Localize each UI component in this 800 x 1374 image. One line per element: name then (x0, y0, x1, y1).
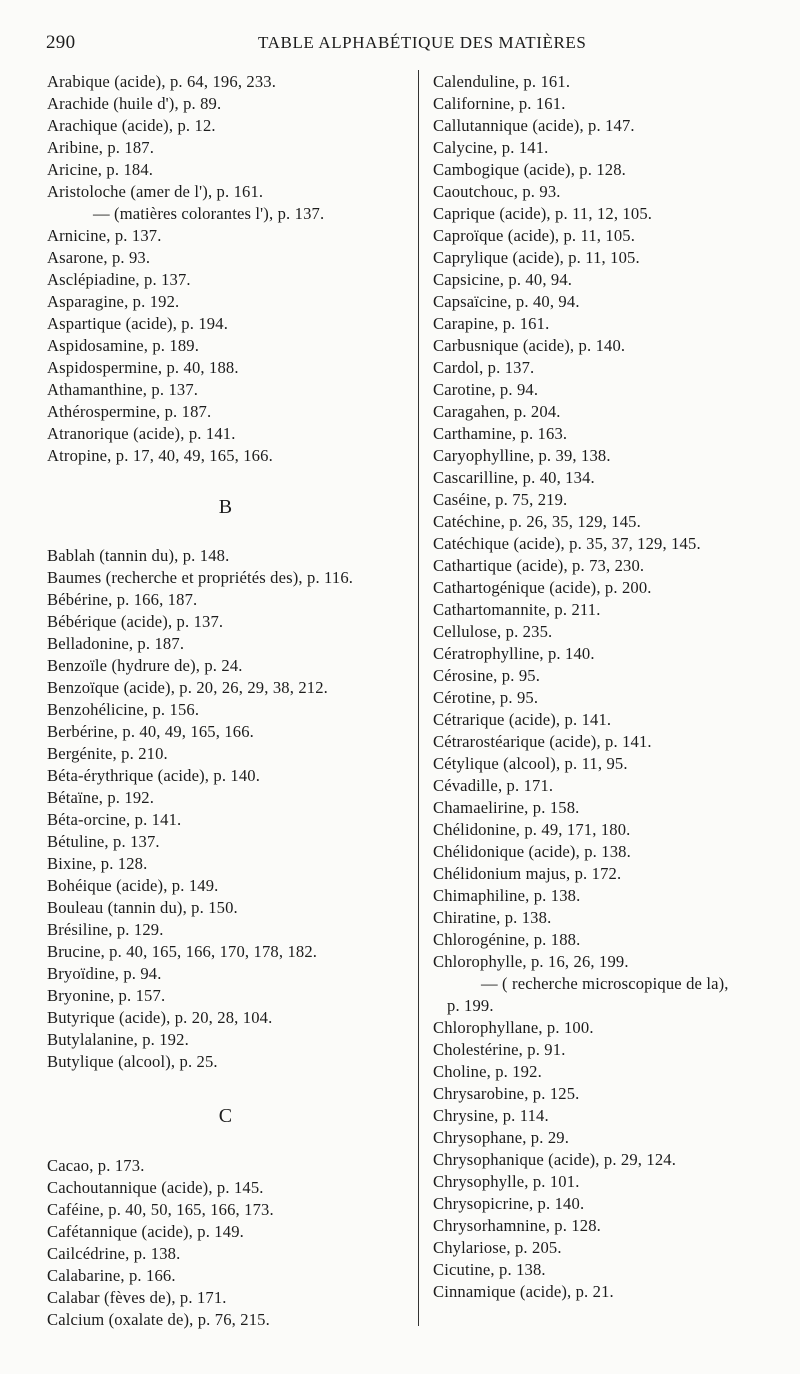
index-entry: Bébérique (acide), p. 137. (47, 612, 224, 631)
index-entry: Cailcédrine, p. 138. (47, 1244, 181, 1263)
right-column (433, 71, 785, 1303)
index-entry: Aricine, p. 184. (47, 160, 154, 179)
index-entry: Cérosine, p. 95. (433, 666, 541, 685)
index-entry: Carbusnique (acide), p. 140. (433, 336, 626, 355)
section-letter-b: B (218, 496, 233, 518)
index-entry: Callutannique (acide), p. 147. (433, 116, 635, 135)
index-entry: Cévadille, p. 171. (433, 776, 554, 795)
index-entry: Carthamine, p. 163. (433, 424, 568, 443)
index-entry: Atropine, p. 17, 40, 49, 165, 166. (47, 446, 273, 465)
index-entry: Athamanthine, p. 137. (47, 380, 199, 399)
index-entry: Benzoïque (acide), p. 20, 26, 29, 38, 212. (47, 678, 328, 697)
index-entry: Chrysarobine, p. 125. (433, 1084, 580, 1103)
index-entry: Chimaphiline, p. 138. (433, 886, 581, 905)
index-entry: Bablah (tannin du), p. 148. (47, 546, 230, 565)
index-entry: Brucine, p. 40, 165, 166, 170, 178, 182. (47, 942, 318, 961)
index-entry: Aribine, p. 187. (47, 138, 155, 157)
index-entry: Chrysophylle, p. 101. (433, 1172, 580, 1191)
index-entry: Catéchique (acide), p. 35, 37, 129, 145. (433, 534, 701, 553)
index-entry: Cascarilline, p. 40, 134. (433, 468, 595, 487)
index-entry: Bryonine, p. 157. (47, 986, 166, 1005)
index-entry: Caprique (acide), p. 11, 12, 105. (433, 204, 653, 223)
index-entry: Cicutine, p. 138. (433, 1260, 546, 1279)
index-entry-continuation: p. 199. (447, 996, 494, 1015)
index-entry: Caragahen, p. 204. (433, 402, 561, 421)
index-entry: Arachide (huile d'), p. 89. (47, 94, 222, 113)
index-entry: Cétrarique (acide), p. 141. (433, 710, 612, 729)
index-entry: Chlorophyllane, p. 100. (433, 1018, 594, 1037)
index-subentry: — (matières colorantes l'), p. 137. (93, 204, 325, 223)
index-entry: Chélidonique (acide), p. 138. (433, 842, 631, 861)
index-entry: Chélidonium majus, p. 172. (433, 864, 622, 883)
index-entry: Caproïque (acide), p. 11, 105. (433, 226, 636, 245)
index-entry: Benzoïle (hydrure de), p. 24. (47, 656, 243, 675)
index-entry: Caséine, p. 75, 219. (433, 490, 568, 509)
index-entry: Californine, p. 161. (433, 94, 566, 113)
index-entry: Caféine, p. 40, 50, 165, 166, 173. (47, 1200, 274, 1219)
index-entry: Bétaïne, p. 192. (47, 788, 155, 807)
index-entry: Chrysine, p. 114. (433, 1106, 549, 1125)
page-number: 290 (46, 32, 76, 53)
index-entry: Berbérine, p. 40, 49, 165, 166. (47, 722, 254, 741)
index-entry: Capsicine, p. 40, 94. (433, 270, 573, 289)
index-entry: Choline, p. 192. (433, 1062, 542, 1081)
index-entry: Béta-érythrique (acide), p. 140. (47, 766, 261, 785)
index-entry: Arachique (acide), p. 12. (47, 116, 216, 135)
index-entry: Cafétannique (acide), p. 149. (47, 1222, 244, 1241)
index-entry: Aspidosamine, p. 189. (47, 336, 200, 355)
index-entry: Butyrique (acide), p. 20, 28, 104. (47, 1008, 273, 1027)
index-entry: Baumes (recherche et propriétés des), p. 116. (47, 568, 354, 587)
index-entry: Benzohélicine, p. 156. (47, 700, 200, 719)
index-entry: Chrysopicrine, p. 140. (433, 1194, 585, 1213)
index-entry: Chrysophane, p. 29. (433, 1128, 570, 1147)
running-title: TABLE ALPHABÉTIQUE DES MATIÈRES (258, 33, 587, 52)
index-entry: Asarone, p. 93. (47, 248, 151, 267)
index-entry: Athérospermine, p. 187. (47, 402, 212, 421)
index-entry: Carotine, p. 94. (433, 380, 539, 399)
index-entry: Cathartogénique (acide), p. 200. (433, 578, 652, 597)
index-entry: Atranorique (acide), p. 141. (47, 424, 236, 443)
index-entry: Bohéique (acide), p. 149. (47, 876, 219, 895)
index-entry: Arnicine, p. 137. (47, 226, 162, 245)
index-entry: Capsaïcine, p. 40, 94. (433, 292, 580, 311)
index-subentry: — ( recherche microscopique de la), (481, 974, 729, 993)
index-entry: Butylique (alcool), p. 25. (47, 1052, 218, 1071)
index-entry: Cathartomannite, p. 211. (433, 600, 601, 619)
index-entry: Belladonine, p. 187. (47, 634, 185, 653)
page-header (46, 32, 766, 58)
index-entry: Calycine, p. 141. (433, 138, 549, 157)
index-entry: Cacao, p. 173. (47, 1156, 145, 1175)
index-entry: Bergénite, p. 210. (47, 744, 168, 763)
index-entry: Calabarine, p. 166. (47, 1266, 176, 1285)
index-entry: Arabique (acide), p. 64, 196, 233. (47, 72, 277, 91)
index-entry: Carapine, p. 161. (433, 314, 550, 333)
index-entry: Bétuline, p. 137. (47, 832, 160, 851)
index-entry: Cardol, p. 137. (433, 358, 535, 377)
index-entry: Cellulose, p. 235. (433, 622, 553, 641)
index-entry: Chrysorhamnine, p. 128. (433, 1216, 601, 1235)
index-entry: Asclépiadine, p. 137. (47, 270, 191, 289)
index-entry: Aspartique (acide), p. 194. (47, 314, 228, 333)
index-entry: Chiratine, p. 138. (433, 908, 552, 927)
index-entry: Calabar (fèves de), p. 171. (47, 1288, 227, 1307)
index-entry: Chylariose, p. 205. (433, 1238, 562, 1257)
index-entry: Cératrophylline, p. 140. (433, 644, 595, 663)
index-entry: Bryoïdine, p. 94. (47, 964, 162, 983)
index-entry: Cérotine, p. 95. (433, 688, 539, 707)
index-entry: Cholestérine, p. 91. (433, 1040, 566, 1059)
index-entry: Asparagine, p. 192. (47, 292, 180, 311)
index-entry: Aristoloche (amer de l'), p. 161. (47, 182, 264, 201)
column-divider (418, 70, 419, 1326)
index-entry: Chlorophylle, p. 16, 26, 199. (433, 952, 629, 971)
index-entry: Cathartique (acide), p. 73, 230. (433, 556, 645, 575)
index-entry: Cétrarostéarique (acide), p. 141. (433, 732, 652, 751)
index-entry: Butylalanine, p. 192. (47, 1030, 189, 1049)
index-entry: Chamaelirine, p. 158. (433, 798, 580, 817)
index-entry: Chrysophanique (acide), p. 29, 124. (433, 1150, 677, 1169)
index-entry: Cachoutannique (acide), p. 145. (47, 1178, 264, 1197)
index-entry: Cinnamique (acide), p. 21. (433, 1282, 614, 1301)
index-entry: Brésiline, p. 129. (47, 920, 164, 939)
index-entry: Bixine, p. 128. (47, 854, 148, 873)
left-column (47, 71, 412, 1331)
index-entry: Caprylique (acide), p. 11, 105. (433, 248, 640, 267)
index-entry: Calcium (oxalate de), p. 76, 215. (47, 1310, 270, 1329)
index-entry: Aspidospermine, p. 40, 188. (47, 358, 239, 377)
index-entry: Cétylique (alcool), p. 11, 95. (433, 754, 628, 773)
index-entry: Béta-orcine, p. 141. (47, 810, 182, 829)
index-entry: Catéchine, p. 26, 35, 129, 145. (433, 512, 641, 531)
index-entry: Calenduline, p. 161. (433, 72, 571, 91)
index-entry: Caoutchouc, p. 93. (433, 182, 561, 201)
index-entry: Chélidonine, p. 49, 171, 180. (433, 820, 631, 839)
section-letter-c: C (218, 1105, 233, 1127)
index-entry: Chlorogénine, p. 188. (433, 930, 581, 949)
index-entry: Caryophylline, p. 39, 138. (433, 446, 611, 465)
index-entry: Bébérine, p. 166, 187. (47, 590, 198, 609)
index-entry: Bouleau (tannin du), p. 150. (47, 898, 238, 917)
index-entry: Cambogique (acide), p. 128. (433, 160, 626, 179)
